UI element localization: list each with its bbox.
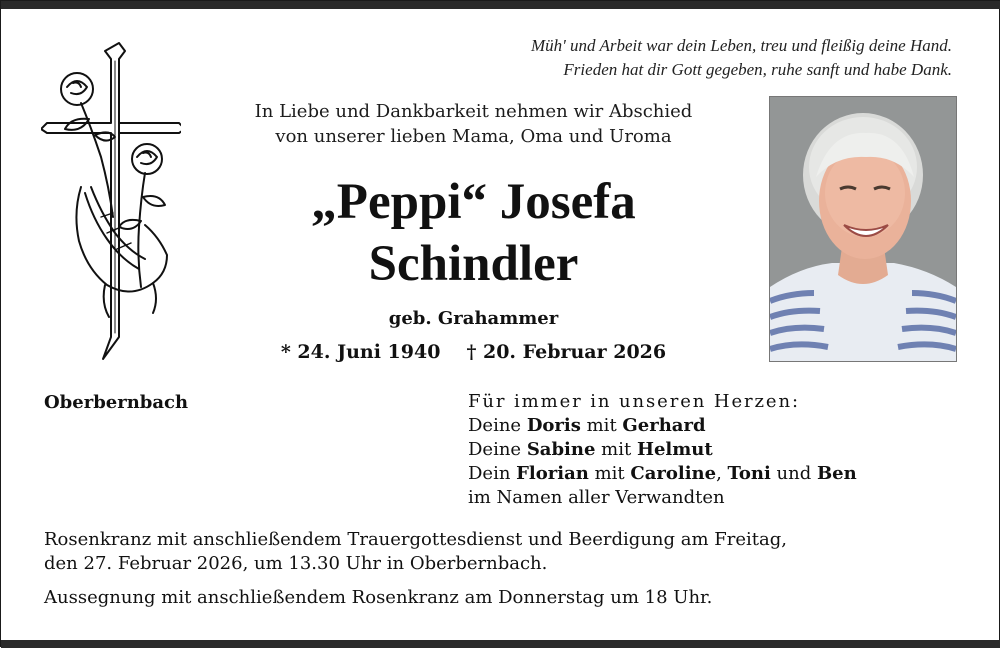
intro-line-1: In Liebe und Dankbarkeit nehmen wir Abschied (254, 101, 693, 122)
name-line-1: „Peppi“ Josefa (311, 174, 636, 230)
location: Oberbernbach (44, 392, 189, 413)
survivor-name: Ben (816, 463, 857, 484)
portrait-photo (769, 96, 957, 362)
survivor-row: Dein Florian mit Caroline, Toni und Ben (468, 463, 857, 484)
farewell-intro (201, 99, 746, 149)
service-line-2: den 27. Februar 2026, um 13.30 Uhr in Oberbernbach. (44, 553, 548, 574)
top-border (1, 1, 1000, 9)
survivors-closing: im Namen aller Verwandten (468, 487, 725, 508)
survivor-name: Gerhard (622, 415, 706, 436)
service-line-1: Rosenkranz mit anschließendem Trauergottesdienst und Beerdigung am Freitag, (44, 529, 787, 550)
survivor-name: Caroline (630, 463, 717, 484)
survivor-name: Sabine (526, 439, 596, 460)
service-details (44, 528, 944, 610)
survivor-name: Toni (727, 463, 771, 484)
life-dates (201, 338, 746, 366)
birth-date: * 24. Juni 1940 (280, 341, 441, 363)
quote-line-1: Müh' und Arbeit war dein Leben, treu und fleißig deine Hand. (530, 36, 952, 55)
survivor-row: Deine Doris mit Gerhard (468, 415, 706, 436)
survivor-name: Helmut (636, 439, 713, 460)
service-line-3: Aussegnung mit anschließendem Rosenkranz am Donnerstag um 18 Uhr. (44, 587, 713, 608)
death-date: † 20. Februar 2026 (466, 341, 667, 363)
name-line-2: Schindler (368, 236, 579, 292)
portrait-icon (770, 97, 956, 361)
intro-line-2: von unserer lieben Mama, Oma und Uroma (275, 126, 672, 147)
deceased-name (201, 171, 746, 295)
survivors-headline: Für immer in unseren Herzen: (468, 391, 800, 412)
memorial-quote (432, 34, 952, 82)
quote-line-2: Frieden hat dir Gott gegeben, ruhe sanft und habe Dank. (563, 60, 952, 79)
cross-with-roses-and-praying-hands-icon (41, 37, 181, 362)
maiden-name: geb. Grahammer (388, 308, 559, 329)
survivor-name: Doris (526, 415, 581, 436)
survivors-list (468, 390, 968, 510)
survivor-name: Florian (516, 463, 589, 484)
survivor-row: Deine Sabine mit Helmut (468, 439, 713, 460)
